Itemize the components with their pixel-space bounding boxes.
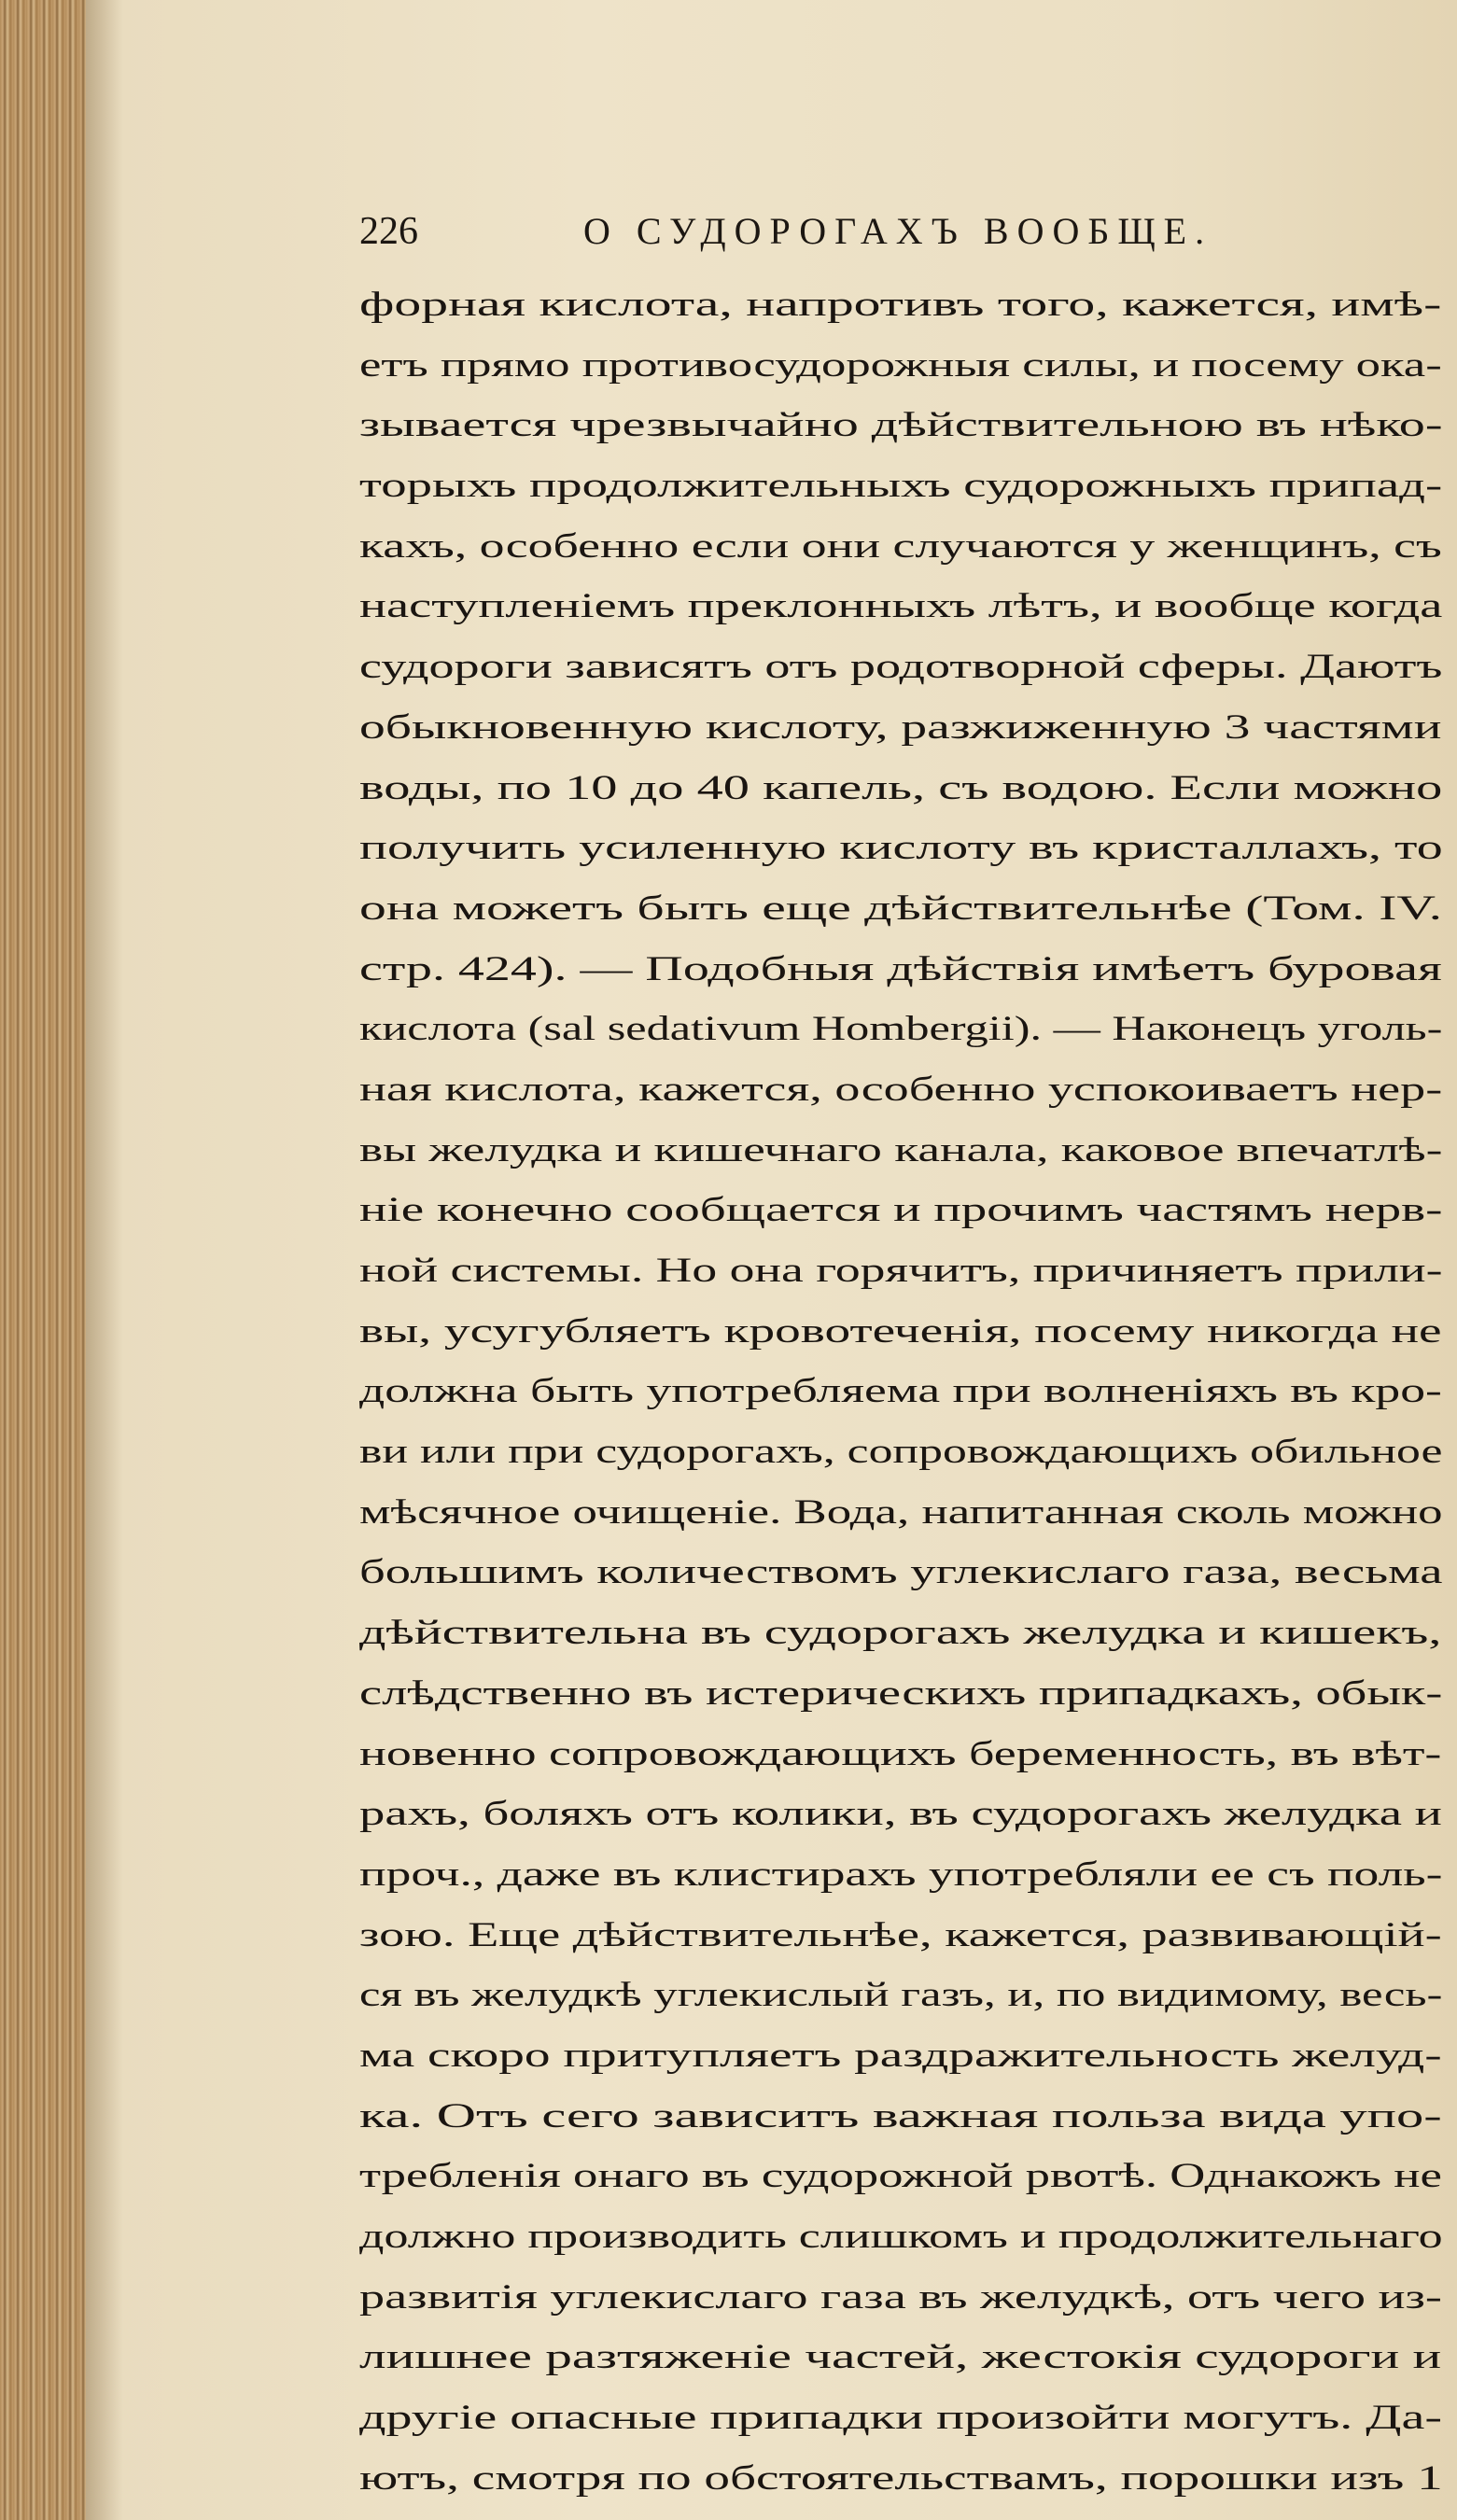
text-line: лишнее разтяженіе частей, жестокія судороги и [359,2338,1442,2377]
text-line: вы желудка и кишечнаго канала, каковое впечатлѣ- [359,1130,1443,1169]
text-line: слѣдственно въ истерическихъ припадкахъ, обык- [359,1673,1443,1713]
text-line: кахъ, особенно если они случаются у женщинъ, съ [359,526,1442,566]
text-line: большимъ количествомъ углекислаго газа, весьма [359,1553,1443,1592]
text-line: ютъ, смотря по обстоятельствамъ, порошки изъ 1 [359,2458,1443,2498]
text-line: ма скоро притупляетъ раздражительность желуд- [359,2036,1442,2075]
text-line: другіе опасные припадки произойти могутъ. Да- [359,2399,1443,2438]
gutter-shadow [86,0,123,2520]
body-text [359,275,1456,2509]
text-line: требленія онаго въ судорожной рвотѣ. Однакожъ не [359,2157,1442,2196]
text-line: торыхъ продолжительныхъ судорожныхъ припад- [359,467,1443,506]
text-line: проч., даже въ клистирахъ употребляли ее съ поль- [359,1855,1443,1894]
running-head: О СУДОРОГАХЪ ВООБЩЕ. [583,210,1213,252]
text-line: новенно сопровождающихъ беременность, въ вѣт- [359,1734,1442,1773]
text-line: получить усиленную кислоту въ кристаллахъ, то [359,829,1443,868]
book-spine-edge [0,0,86,2520]
text-line: вы, усугубляетъ кровотеченія, посему никогда не [359,1311,1442,1351]
page-number: 226 [359,210,418,253]
text-line: етъ прямо противосудорожныя силы, и посему ока- [359,345,1442,385]
text-line: ніе конечно сообщается и прочимъ частямъ нерв- [359,1191,1443,1230]
text-line: зою. Еще дѣйствительнѣе, кажется, развивающій- [359,1915,1442,1954]
text-line: обыкновенную кислоту, разжиженную 3 частями [359,707,1442,747]
text-line: ная кислота, кажется, особенно успокоиваетъ нер- [359,1070,1443,1109]
text-line: стр. 424). — Подобныя дѣйствія имѣетъ буровая [359,949,1442,988]
text-line: судороги зависятъ отъ родотворной сферы. Даютъ [359,648,1443,687]
text-line: ка. Отъ сего зависитъ важная польза вида упо- [359,2096,1442,2135]
text-line: ви или при судорогахъ, сопровождающихъ обильное [359,1433,1443,1472]
text-line: зывается чрезвычайно дѣйствительною въ нѣко- [359,406,1443,445]
text-line: кислота (sal sedativum Hombergii). — Наконецъ уголь- [359,1010,1443,1049]
text-line: она можетъ быть еще дѣйствительнѣе (Том. IV. [359,889,1443,928]
text-line: развитія углекислаго газа въ желудкѣ, отъ чего из- [359,2277,1442,2317]
page-header [359,201,1232,266]
text-line: должна быть употребляема при волненіяхъ въ кро- [359,1372,1442,1411]
text-line: наступленіемъ преклонныхъ лѣтъ, и вообще когда [359,587,1443,626]
text-line: мѣсячное очищеніе. Вода, напитанная сколь можно [359,1492,1443,1532]
text-line: рахъ, боляхъ отъ колики, въ судорогахъ желудка и [359,1795,1442,1834]
text-line: ся въ желудкѣ углекислый газъ, и, по видимому, весь- [359,1976,1443,2015]
text-line: воды, по 10 до 40 капель, съ водою. Если можно [359,768,1443,807]
text-line: дѣйствительна въ судорогахъ желудка и кишекъ, [359,1614,1442,1653]
text-line: ной системы. Но она горячитъ, причиняетъ прили- [359,1252,1443,1290]
text-line: должно производить слишкомъ и продолжительнаго [359,2218,1443,2256]
text-line: форная кислота, напротивъ того, кажется, имѣ- [359,286,1442,324]
